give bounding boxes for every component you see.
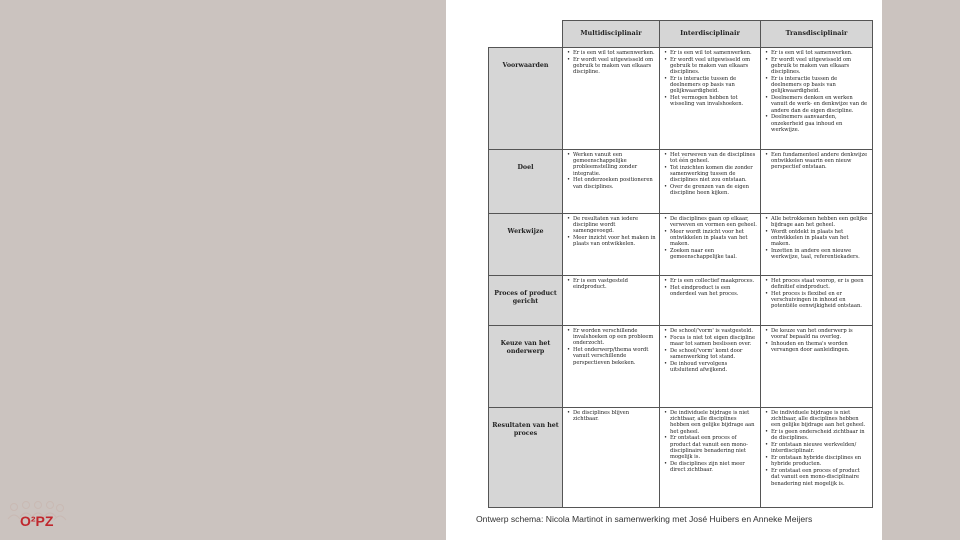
bullet-list bbox=[566, 410, 656, 422]
table-cell bbox=[563, 48, 660, 150]
column-header: Transdisciplinair bbox=[761, 21, 873, 48]
bullet-item: • Alle betrokkenen hebben een gelijke bijdrage aan het geheel. bbox=[771, 216, 869, 228]
bullet-list bbox=[566, 278, 656, 290]
table-cell bbox=[761, 408, 873, 508]
bullet-item: • Deelnemers denken en werken vanuit de werk- en denkwijze van de andere dan de eigen discipline. bbox=[771, 95, 869, 114]
bullet-item: • Er is interactie tussen de deelnemers op basis van gelijkwaardigheid. bbox=[771, 76, 869, 95]
bullet-item: • Er worden verschillende invalshoeken op een probleem onderzocht. bbox=[573, 328, 656, 347]
bullet-item: • Er is een wil tot samenwerken. bbox=[771, 50, 869, 56]
bullet-item: • Er ontstaat een proces of product dat vanuit een mono-disciplinaire benadering niet mogelijk is. bbox=[771, 468, 869, 487]
bullet-item: • De individuele bijdrage is niet zichtbaar, alle disciplines hebben een gelijke bijdrage aan het geheel. bbox=[771, 410, 869, 429]
logo-text: O²PZ bbox=[20, 513, 54, 529]
bullet-item: • Er is een wil tot samenwerken. bbox=[573, 50, 656, 56]
bullet-list bbox=[764, 216, 869, 261]
bullet-item: • Er ontstaan nieuwe werkvelden/ interdisciplinair. bbox=[771, 442, 869, 454]
table-cell bbox=[660, 408, 761, 508]
table-row bbox=[489, 276, 873, 326]
bullet-item: • De keuze van het onderwerp is vooraf bepaald na overleg. bbox=[771, 328, 869, 340]
table-cell bbox=[563, 150, 660, 214]
bullet-list bbox=[663, 152, 757, 197]
bullet-item: • Het verweven van de disciplines tot één geheel. bbox=[670, 152, 757, 164]
bullet-item: • Het onderwerp/thema wordt vanuit verschillende perspectieven bekeken. bbox=[573, 347, 656, 366]
bullet-item: • Focus is niet tot eigen discipline maar tot samen beslissen over. bbox=[670, 335, 757, 347]
table-cell bbox=[761, 48, 873, 150]
bullet-item: • Er wordt veel uitgewisseld om gebruik te maken van elkaars disciplines. bbox=[771, 57, 869, 76]
table-row bbox=[489, 150, 873, 214]
bullet-list bbox=[566, 328, 656, 366]
bullet-list bbox=[663, 216, 757, 261]
bullet-list bbox=[566, 50, 656, 75]
table-cell bbox=[660, 326, 761, 408]
bullet-item: • Het onderzoeken positioneren van disciplines. bbox=[573, 177, 656, 189]
bullet-list bbox=[764, 410, 869, 487]
table-row bbox=[489, 326, 873, 408]
bullet-item: • Er is een collectief maakproces. bbox=[670, 278, 757, 284]
row-header: Doel bbox=[489, 150, 563, 214]
row-header: Resultaten van het proces bbox=[489, 408, 563, 508]
table-row bbox=[489, 48, 873, 150]
bullet-item: • De resultaten van iedere discipline wordt samengevoegd. bbox=[573, 216, 656, 235]
bullet-item: • Over de grenzen van de eigen discipline heen kijken. bbox=[670, 184, 757, 196]
table-cell bbox=[761, 214, 873, 276]
table-cell bbox=[761, 276, 873, 326]
table-cell bbox=[563, 326, 660, 408]
bullet-item: • Inhouden en thema's worden vervangen door aanleidingen. bbox=[771, 341, 869, 353]
bullet-item: • De individuele bijdrage is niet zichtbaar, alle disciplines hebben een gelijke bijdrage aan het geheel. bbox=[670, 410, 757, 435]
table-cell bbox=[563, 276, 660, 326]
bullet-item: • Er is een vastgesteld eindproduct. bbox=[573, 278, 656, 290]
table-cell bbox=[660, 276, 761, 326]
bullet-list bbox=[663, 410, 757, 473]
bullet-item: • Meer wordt inzicht voor het ontwikkelen in plaats van het maken. bbox=[670, 229, 757, 248]
bullet-list bbox=[566, 216, 656, 248]
bullet-item: • Er ontstaan hybride disciplines en hybride producten. bbox=[771, 455, 869, 467]
table-cell bbox=[761, 326, 873, 408]
bullet-item: • Tot inzichten komen die zonder samenwerking tussen de disciplines niet zou ontstaan. bbox=[670, 165, 757, 184]
row-header: Werkwijze bbox=[489, 214, 563, 276]
discipline-scheme-table bbox=[488, 20, 873, 508]
bullet-item: • Het eindproduct is een onderdeel van het proces. bbox=[670, 285, 757, 297]
bullet-list bbox=[764, 152, 869, 171]
table-cell bbox=[761, 150, 873, 214]
bullet-item: • Er is een wil tot samenwerken. bbox=[670, 50, 757, 56]
bullet-item: • Er is geen onderscheid zichtbaar in de disciplines. bbox=[771, 429, 869, 441]
table-row bbox=[489, 408, 873, 508]
bullet-item: • De inhoud vervolgens uitsluitend afwijkend. bbox=[670, 361, 757, 373]
bullet-item: • Wordt ontdekt in plaats het ontwikkelen in plaats van het maken. bbox=[771, 229, 869, 248]
bullet-item: • Een fundamenteel andere denkwijze ontwikkelen waarin een nieuw perspectief ontstaan. bbox=[771, 152, 869, 171]
bullet-item: • De school/'vorm' komt door samenwerking tot stand. bbox=[670, 348, 757, 360]
bullet-item: • De disciplines blijven zichtbaar. bbox=[573, 410, 656, 422]
row-header: Keuze van het onderwerp bbox=[489, 326, 563, 408]
table-cell bbox=[660, 150, 761, 214]
bullet-item: • De school/'vorm' is vastgesteld. bbox=[670, 328, 757, 334]
table-cell bbox=[563, 408, 660, 508]
table-cell bbox=[563, 214, 660, 276]
table-cell bbox=[660, 214, 761, 276]
bullet-list bbox=[764, 328, 869, 353]
table-header-row bbox=[489, 21, 873, 48]
row-header: Proces of product gericht bbox=[489, 276, 563, 326]
corner-cell bbox=[489, 21, 563, 48]
bullet-item: • Werken vanuit een gemeenschappelijke probleemstelling zonder integratie. bbox=[573, 152, 656, 177]
table-cell bbox=[660, 48, 761, 150]
bullet-item: • Meer inzicht voor het maken in plaats van ontwikkelen. bbox=[573, 235, 656, 247]
column-header: Interdisciplinair bbox=[660, 21, 761, 48]
bullet-item: • Het proces staat voorop, er is geen definitief eindproduct. bbox=[771, 278, 869, 290]
table-row bbox=[489, 214, 873, 276]
bullet-item: • Er is interactie tussen de deelnemers op basis van gelijkwaardigheid. bbox=[670, 76, 757, 95]
bullet-list bbox=[663, 50, 757, 108]
column-header: Multidisciplinair bbox=[563, 21, 660, 48]
bullet-item: • Er wordt veel uitgewisseld om gebruik te maken van elkaars discipline. bbox=[573, 57, 656, 76]
bullet-item: • Er wordt veel uitgewisseld om gebruik te maken van elkaars disciplines. bbox=[670, 57, 757, 76]
row-header: Voorwaarden bbox=[489, 48, 563, 150]
bullet-item: • Zoeken naar een gemeenschappelijke taal. bbox=[670, 248, 757, 260]
bullet-item: • Het proces is flexibel en er verschuivingen in inhoud en potentiële eenwijkigheid ontstaan. bbox=[771, 291, 869, 310]
scheme-caption: Ontwerp schema: Nicola Martinot in samenwerking met José Huibers en Anneke Meijers bbox=[476, 514, 813, 524]
bullet-item: • Er ontstaat een proces of product dat vanuit een mono-disciplinaire benadering niet mogelijk is. bbox=[670, 435, 757, 460]
bullet-list bbox=[764, 278, 869, 310]
bullet-item: • Deelnemers aanvaarden, onzekerheid gaa inhoud en werkwijze. bbox=[771, 114, 869, 133]
bullet-item: • Inzetten in andere een nieuwe werkwijze, taal, referentiekaders. bbox=[771, 248, 869, 260]
bullet-list bbox=[566, 152, 656, 190]
bullet-item: • De disciplines gaan op elkaar, verweven en vormen een geheel. bbox=[670, 216, 757, 228]
bullet-list bbox=[663, 278, 757, 297]
bullet-item: • De disciplines zijn niet meer direct zichtbaar. bbox=[670, 461, 757, 473]
bullet-list bbox=[764, 50, 869, 133]
bullet-list bbox=[663, 328, 757, 373]
bullet-item: • Het vermogen hebben tot wisseling van invalshoeken. bbox=[670, 95, 757, 107]
